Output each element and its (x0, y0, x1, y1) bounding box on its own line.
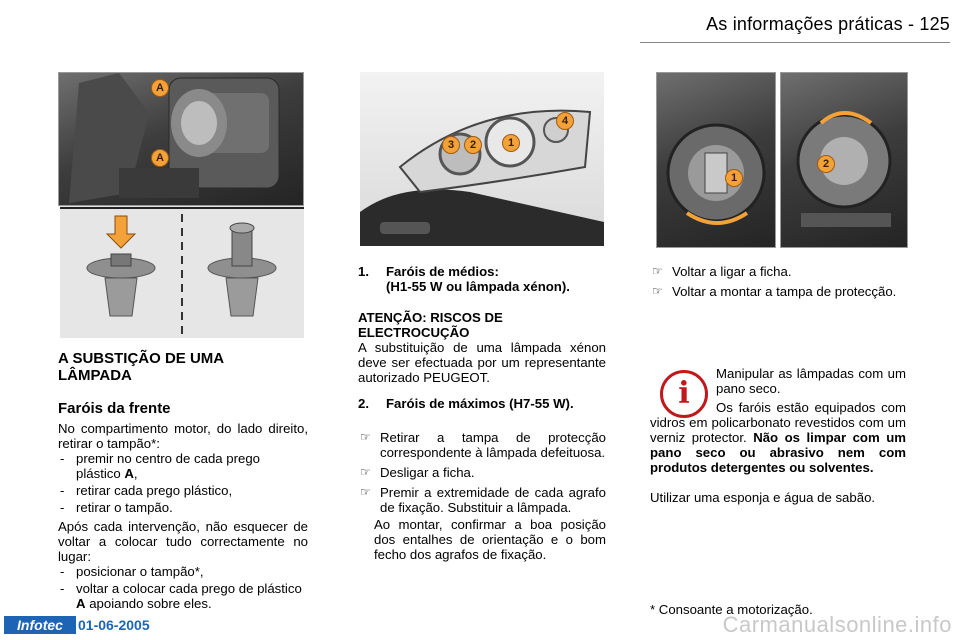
lamp-rear-photo-2 (780, 72, 908, 248)
subsection-title: Faróis da frente (58, 400, 171, 417)
callout-1-rear: 1 (725, 169, 743, 187)
watermark: Carmanualsonline.info (722, 612, 952, 637)
item-1-number: 1. (358, 264, 369, 279)
warning-bold-text: Não os limpar com um pano seco ou abrasivo nem com produtos detergentes ou solventes. (650, 430, 907, 475)
callout-3: 3 (442, 136, 460, 154)
hand-pointer-icon: ☞ (360, 465, 371, 479)
lamp-rear-illustration-1 (657, 73, 775, 247)
item-1-subtitle: (H1-55 W ou lâmpada xénon). (386, 279, 570, 294)
hand-pointer-icon: ☞ (652, 264, 663, 278)
callout-a-top: A (151, 79, 169, 97)
list-item: ☞ Retirar a tampa de protecção correspondente à lâmpada defeituosa. (360, 430, 606, 460)
lamp-rear-illustration-2 (781, 73, 907, 247)
warning-title: ATENÇÃO: RISCOS DE ELECTROCUÇÃO (358, 310, 503, 340)
fastener-illustration (60, 206, 304, 338)
info-paragraph-3: Utilizar uma esponja e água de sabão. (650, 490, 876, 505)
hand-pointer-icon: ☞ (652, 284, 663, 298)
callout-4: 4 (556, 112, 574, 130)
hand-pointer-icon: ☞ (360, 485, 371, 499)
list-item: ☞ Voltar a ligar a ficha. (652, 264, 792, 279)
headlamp-illustration (360, 72, 604, 246)
list-item: - retirar o tampão. (58, 500, 308, 515)
item-2-title: Faróis de máximos (H7-55 W). (386, 396, 574, 411)
print-date: 01-06-2005 (78, 617, 150, 633)
hand-pointer-icon: ☞ (360, 430, 371, 444)
list-item: - retirar cada prego plástico, (58, 483, 308, 498)
warning-text: A substituição de uma lâmpada xénon deve ser efectuada por um representante autorizado PEUGEOT. (358, 340, 606, 385)
info-glyph: i (678, 376, 690, 411)
list-item: - premir no centro de cada prego plástico A, (58, 451, 308, 481)
info-paragraph-1: Manipular as lâmpadas com um pano seco. (716, 366, 906, 396)
after-paragraph: Após cada intervenção, não esquecer de voltar a colocar tudo correctamente no lugar: (58, 519, 308, 564)
list-item: ☞ Voltar a montar a tampa de protecção. (652, 284, 897, 299)
engine-illustration (59, 73, 303, 205)
list-item: - voltar a colocar cada prego de plástico A apoiando sobre eles. (58, 581, 308, 611)
removal-steps (58, 451, 308, 517)
callout-a-bottom: A (151, 149, 169, 167)
infotec-logo: Infotec (4, 616, 76, 634)
list-item: - posicionar o tampão*, (58, 564, 308, 579)
intro-paragraph: No compartimento motor, do lado direito, retirar o tampão*: (58, 421, 308, 451)
bulb-replacement-steps (358, 430, 606, 520)
item-2-number: 2. (358, 396, 369, 411)
page-title: As informações práticas - 125 (706, 14, 950, 34)
section-title: A SUBSTIÇÃO DE UMA LÂMPADA (58, 350, 224, 384)
info-paragraph-2: Os faróis estão equipados com vidros em policarbonato revestidos com um verniz protector. Não os limpar com um pano seco ou abrasivo nem com produtos detergentes ou solventes. (650, 400, 907, 475)
callout-2-rear: 2 (817, 155, 835, 173)
callout-1: 1 (502, 134, 520, 152)
item-1-title: Faróis de médios: (386, 264, 499, 279)
callout-2: 2 (464, 136, 482, 154)
list-item: ☞ Desligar a ficha. (360, 465, 475, 480)
header-divider (640, 42, 950, 43)
engine-compartment-photo (58, 72, 304, 206)
fastener-diagram (60, 206, 304, 338)
footnote: * Consoante a motorização. (650, 602, 813, 617)
list-item: ☞ Premir a extremidade de cada agrafo de fixação. Substituir a lâmpada. (360, 485, 606, 515)
lamp-rear-photo-1 (656, 72, 776, 248)
reassembly-steps (650, 264, 906, 304)
headlamp-photo (360, 72, 604, 246)
refit-steps (58, 564, 308, 613)
fitting-note: Ao montar, confirmar a boa posição dos entalhes de orientação e o bom fecho dos agrafos de fixação. (374, 517, 606, 562)
